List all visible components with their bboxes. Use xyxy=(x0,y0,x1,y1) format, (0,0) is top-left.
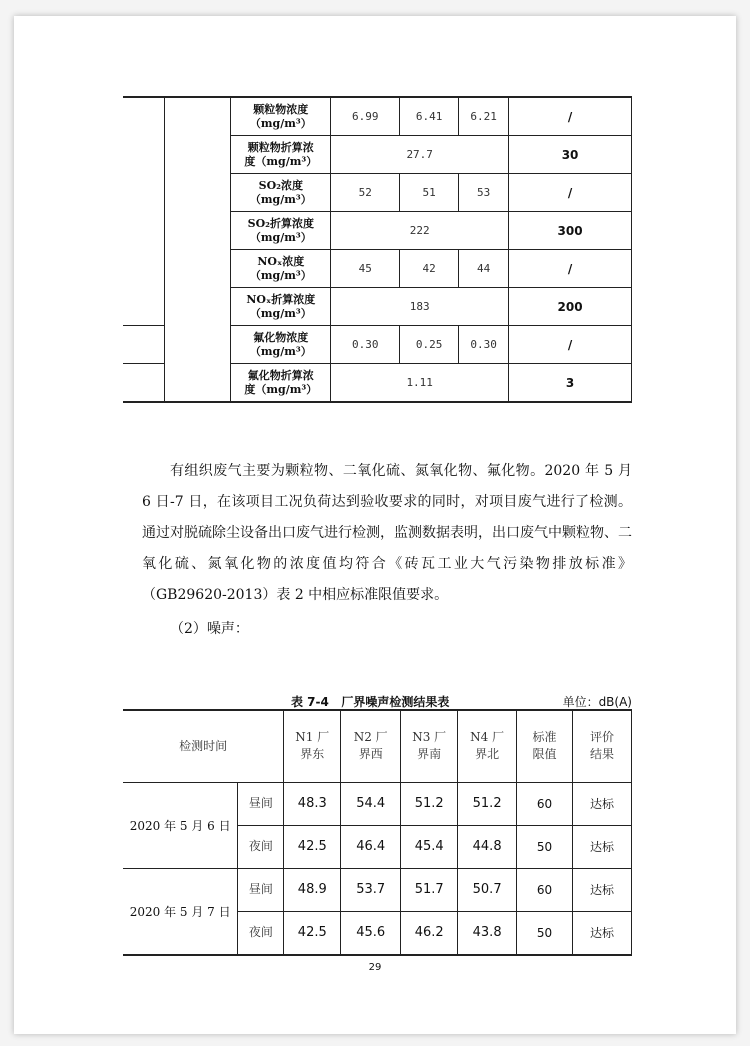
header-time: 检测时间 xyxy=(123,710,284,782)
limit-cell: 3 xyxy=(509,364,632,403)
page-number: 29 xyxy=(368,962,382,973)
value-cell: 42.5 xyxy=(284,911,341,955)
table-cell xyxy=(123,326,165,364)
header-limit: 标准 限值 xyxy=(517,710,573,782)
value-cell: 44 xyxy=(459,250,509,288)
table-cell xyxy=(123,364,165,403)
value-cell: 48.3 xyxy=(284,782,341,825)
value-cell: 51.7 xyxy=(401,868,458,911)
value-cell: 45.4 xyxy=(401,825,458,868)
value-cell: 0.30 xyxy=(459,326,509,364)
document-page xyxy=(14,16,736,1034)
period-cell: 昼间 xyxy=(238,782,284,825)
noise-heading: （2）噪声： xyxy=(170,621,249,637)
table-header-row xyxy=(123,710,632,782)
value-cell: 0.25 xyxy=(400,326,459,364)
limit-cell: / xyxy=(509,250,632,288)
value-cell: 54.4 xyxy=(341,782,401,825)
limit-cell: 50 xyxy=(517,825,573,868)
header-n3: N3 厂 界南 xyxy=(401,710,458,782)
limit-cell: 50 xyxy=(517,911,573,955)
row-label: 氟化物折算浓 度（mg/m³） xyxy=(231,364,331,403)
table-row xyxy=(123,97,632,136)
period-cell: 夜间 xyxy=(238,825,284,868)
table-cell xyxy=(123,97,165,326)
row-label: 氟化物浓度 （mg/m³） xyxy=(231,326,331,364)
paragraph: 有组织废气主要为颗粒物、二氧化硫、氮氧化物、氟化物。2020 年 5 月 6 日-7 日，在该项目工况负荷达到验收要求的同时，对项目废气进行了检测。通过对脱硫除尘设备出口废气进行检测，监测数据表明，出口废气中颗粒物、二氧化硫、氮氧化物的浓度值均符合《砖瓦工业大气污染物排放标准》（GB29620-2013）表 2 中相应标准限值要求。 xyxy=(142,463,632,603)
date-cell: 2020 年 5 月 7 日 xyxy=(123,868,238,955)
value-cell: 51.2 xyxy=(458,782,517,825)
table-caption xyxy=(123,691,632,711)
header-result: 评价 结果 xyxy=(573,710,632,782)
limit-cell: 60 xyxy=(517,782,573,825)
value-cell: 6.41 xyxy=(400,97,459,136)
date-cell: 2020 年 5 月 6 日 xyxy=(123,782,238,868)
value-cell: 51.2 xyxy=(401,782,458,825)
value-cell: 53 xyxy=(459,174,509,212)
table-cell xyxy=(165,97,231,402)
limit-cell: / xyxy=(509,326,632,364)
period-cell: 夜间 xyxy=(238,911,284,955)
value-cell: 53.7 xyxy=(341,868,401,911)
header-n1: N1 厂 界东 xyxy=(284,710,341,782)
value-cell: 42 xyxy=(400,250,459,288)
table-row xyxy=(123,782,632,825)
limit-cell: 30 xyxy=(509,136,632,174)
value-cell: 46.2 xyxy=(401,911,458,955)
value-cell: 50.7 xyxy=(458,868,517,911)
value-cell: 42.5 xyxy=(284,825,341,868)
row-label: 颗粒物折算浓 度（mg/m³） xyxy=(231,136,331,174)
row-label: SO₂浓度（mg/m³） xyxy=(231,174,331,212)
row-label: NOₓ浓度（mg/m³） xyxy=(231,250,331,288)
result-cell: 达标 xyxy=(573,868,632,911)
value-cell: 44.8 xyxy=(458,825,517,868)
result-cell: 达标 xyxy=(573,911,632,955)
value-cell: 183 xyxy=(331,288,509,326)
value-cell: 52 xyxy=(331,174,400,212)
row-label: SO₂折算浓度 （mg/m³） xyxy=(231,212,331,250)
result-cell: 达标 xyxy=(573,782,632,825)
table-title: 表 7-4 厂界噪声检测结果表 xyxy=(291,695,450,709)
value-cell: 27.7 xyxy=(331,136,509,174)
body-text xyxy=(142,456,632,645)
value-cell: 45 xyxy=(331,250,400,288)
result-cell: 达标 xyxy=(573,825,632,868)
value-cell: 46.4 xyxy=(341,825,401,868)
value-cell: 1.11 xyxy=(331,364,509,403)
table-row xyxy=(123,868,632,911)
table-unit: 单位：dB(A) xyxy=(562,695,632,709)
row-label: NOₓ折算浓度 （mg/m³） xyxy=(231,288,331,326)
value-cell: 51 xyxy=(400,174,459,212)
header-n4: N4 厂 界北 xyxy=(458,710,517,782)
period-cell: 昼间 xyxy=(238,868,284,911)
value-cell: 222 xyxy=(331,212,509,250)
limit-cell: 300 xyxy=(509,212,632,250)
value-cell: 48.9 xyxy=(284,868,341,911)
limit-cell: 200 xyxy=(509,288,632,326)
emission-results-table xyxy=(123,96,632,403)
header-n2: N2 厂 界西 xyxy=(341,710,401,782)
limit-cell: 60 xyxy=(517,868,573,911)
value-cell: 0.30 xyxy=(331,326,400,364)
limit-cell: / xyxy=(509,97,632,136)
row-label: 颗粒物浓度 （mg/m³） xyxy=(231,97,331,136)
noise-results-table xyxy=(123,709,632,956)
value-cell: 6.21 xyxy=(459,97,509,136)
value-cell: 43.8 xyxy=(458,911,517,955)
limit-cell: / xyxy=(509,174,632,212)
value-cell: 6.99 xyxy=(331,97,400,136)
value-cell: 45.6 xyxy=(341,911,401,955)
